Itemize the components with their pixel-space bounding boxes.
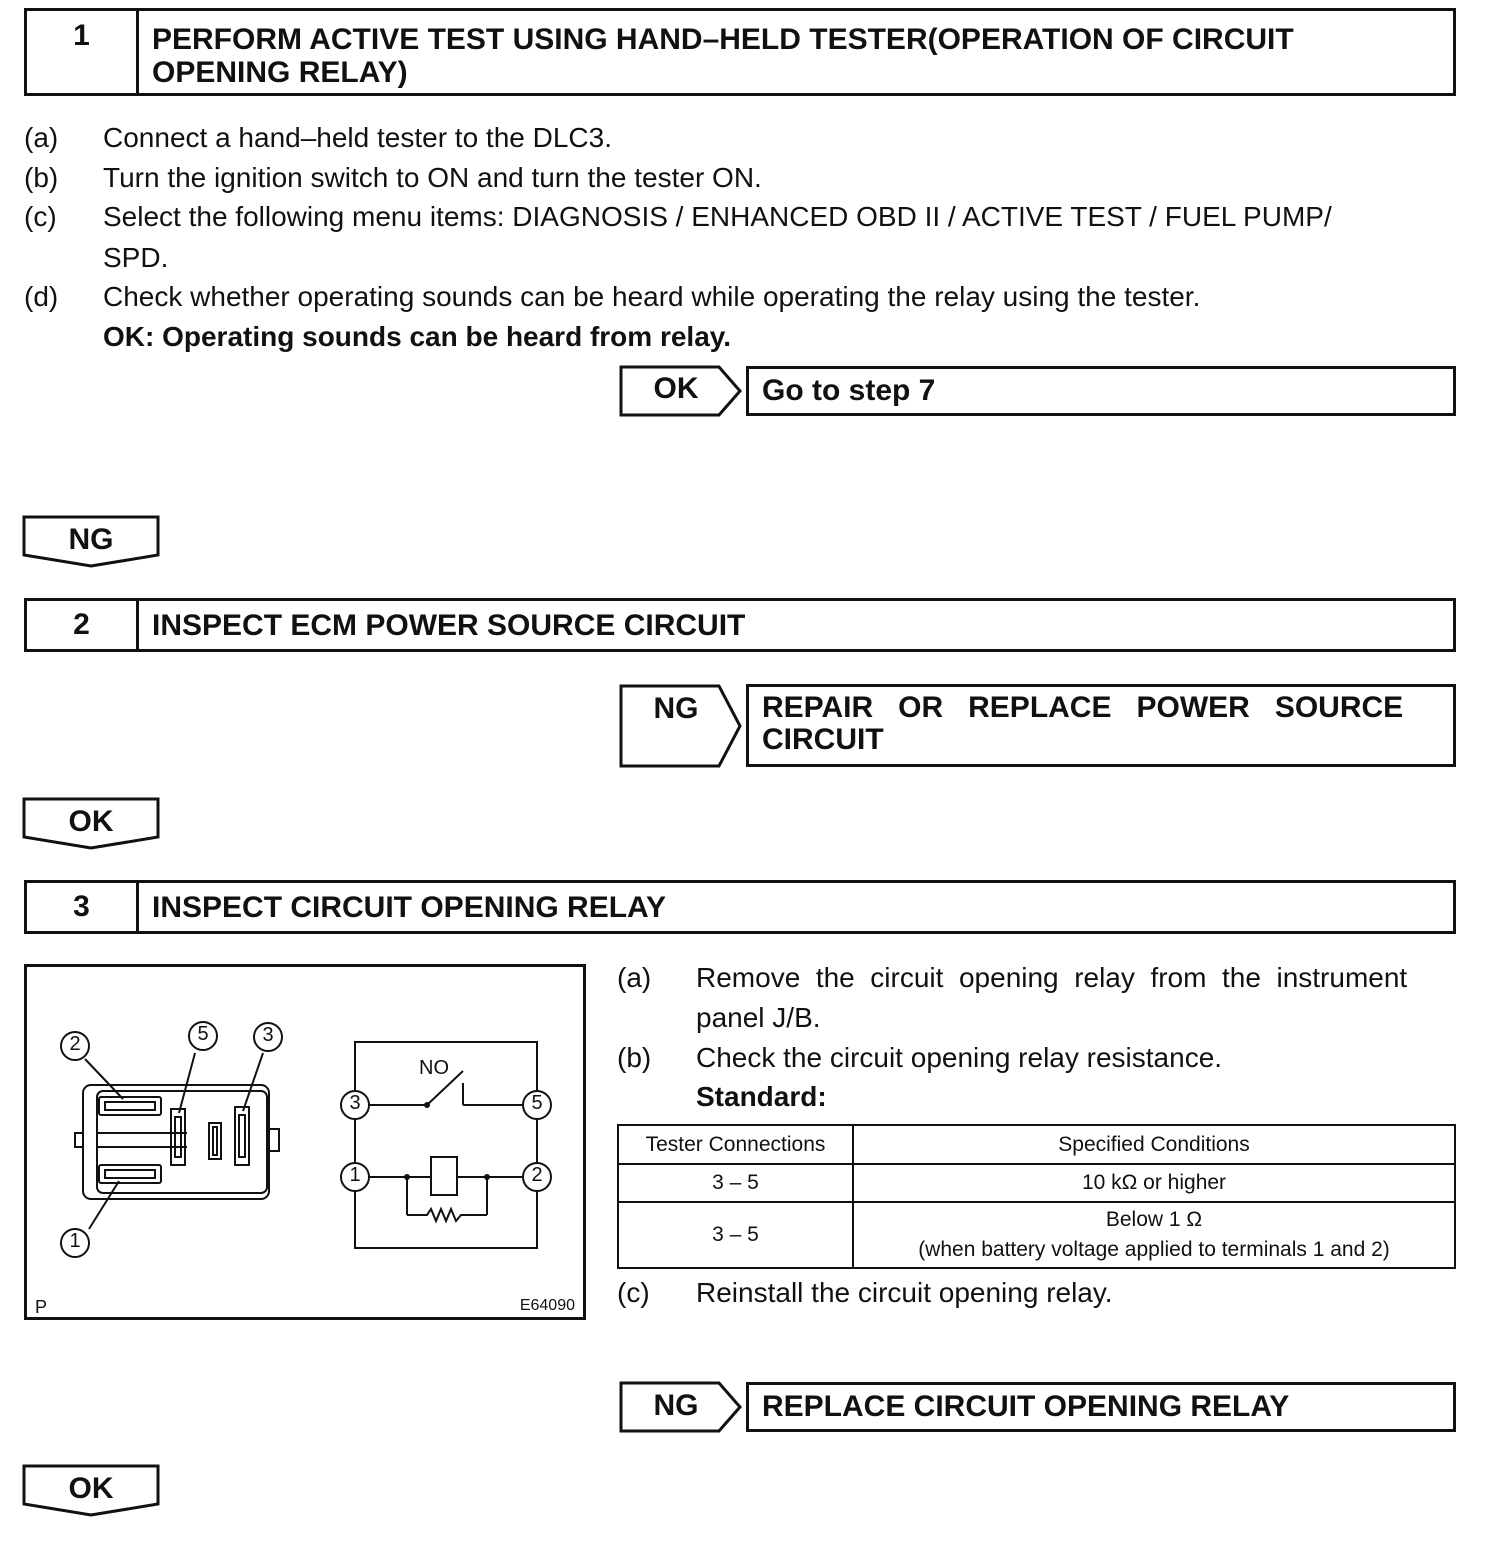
step-1-item-c-text-cont: SPD.	[103, 242, 169, 273]
step-3-ok-down-label: OK	[68, 1472, 114, 1505]
table-header-row	[618, 1125, 1455, 1164]
step-2-ng-tag: NG	[653, 692, 699, 725]
step-1-ok-tag: OK	[653, 372, 699, 405]
step-1-item-c-text: Select the following menu items: DIAGNOSIS / ENHANCED OBD II / ACTIVE TEST / FUEL PUMP/	[103, 201, 1332, 232]
figure-callout-2: 2	[69, 1033, 81, 1055]
step-3-title: INSPECT CIRCUIT OPENING RELAY	[152, 891, 666, 924]
table-header-conn: Tester Connections	[618, 1125, 853, 1164]
step-3-item-a-text: Remove the circuit opening relay from the instrument	[696, 962, 1408, 993]
table-cell-conn: 3 – 5	[618, 1164, 853, 1202]
step-1-item-c-label: (c)	[24, 201, 57, 232]
table-cell-cond-multiline	[853, 1202, 1455, 1268]
table-cell-conn: 3 – 5	[618, 1202, 853, 1268]
step-2-number: 2	[27, 601, 139, 649]
step-1-item-d-text: Check whether operating sounds can be heard while operating the relay using the tester.	[103, 281, 1201, 312]
relay-figure	[24, 964, 586, 1320]
figure-callout-1: 1	[69, 1230, 81, 1252]
step-1-title-line-2: OPENING RELAY)	[152, 56, 408, 89]
step-1-title-line-1: PERFORM ACTIVE TEST USING HAND–HELD TESTER(OPERATION OF CIRCUIT	[152, 23, 1294, 56]
step-3-item-c-text: Reinstall the circuit opening relay.	[696, 1277, 1113, 1308]
step-1-item-b-label: (b)	[24, 162, 59, 193]
step-2-ng-result-line-2: CIRCUIT	[762, 723, 884, 756]
schematic-terminal-2: 2	[531, 1164, 543, 1186]
step-3-ng-result: REPLACE CIRCUIT OPENING RELAY	[762, 1390, 1290, 1423]
table-cell-cond-note: (when battery voltage applied to terminals 1 and 2)	[918, 1238, 1390, 1261]
step-3-item-a-text-cont: panel J/B.	[696, 1002, 821, 1033]
step-1-header	[24, 8, 1456, 96]
resistance-spec-table	[617, 1124, 1456, 1269]
step-1-item-a-label: (a)	[24, 122, 59, 153]
step-3-item-c-label: (c)	[617, 1277, 650, 1308]
step-1-item-d-label: (d)	[24, 281, 59, 312]
step-3-item-a-label: (a)	[617, 962, 652, 993]
figure-id: E64090	[519, 1297, 575, 1314]
step-1-ok-result: Go to step 7	[762, 374, 936, 407]
schematic-terminal-1: 1	[349, 1164, 361, 1186]
standard-label: Standard:	[696, 1081, 827, 1112]
schematic-terminal-3: 3	[349, 1092, 361, 1114]
table-row	[618, 1202, 1455, 1268]
schematic-terminal-5: 5	[531, 1092, 543, 1114]
switch-no-label: NO	[419, 1057, 449, 1079]
step-3-number: 3	[27, 883, 139, 931]
step-1-ok-note: OK: Operating sounds can be heard from relay.	[103, 321, 732, 352]
relay-diagram	[27, 967, 583, 1317]
step-2-ng-result-line-1: REPAIR OR REPLACE POWER SOURCE	[762, 691, 1404, 724]
figure-callout-3: 3	[262, 1024, 274, 1046]
step-3-header	[24, 880, 1456, 934]
table-cell-cond: Below 1 Ω	[1105, 1208, 1203, 1231]
step-1-item-a-text: Connect a hand–held tester to the DLC3.	[103, 122, 613, 153]
step-3-item-b-label: (b)	[617, 1042, 652, 1073]
step-2-header	[24, 598, 1456, 652]
step-3-item-b-text: Check the circuit opening relay resistance.	[696, 1042, 1223, 1073]
step-1-item-b-text: Turn the ignition switch to ON and turn the tester ON.	[103, 162, 762, 193]
table-row	[618, 1164, 1455, 1202]
figure-callout-5: 5	[197, 1023, 209, 1045]
step-2-title: INSPECT ECM POWER SOURCE CIRCUIT	[152, 609, 746, 642]
figure-corner-left: P	[35, 1297, 48, 1317]
step-3-ng-tag: NG	[653, 1389, 699, 1422]
step-1-ng-down-label: NG	[68, 523, 114, 556]
step-1-number: 1	[27, 11, 139, 93]
table-header-cond: Specified Conditions	[853, 1125, 1455, 1164]
step-2-ok-down-label: OK	[68, 805, 114, 838]
table-cell-cond: 10 kΩ or higher	[853, 1164, 1455, 1202]
